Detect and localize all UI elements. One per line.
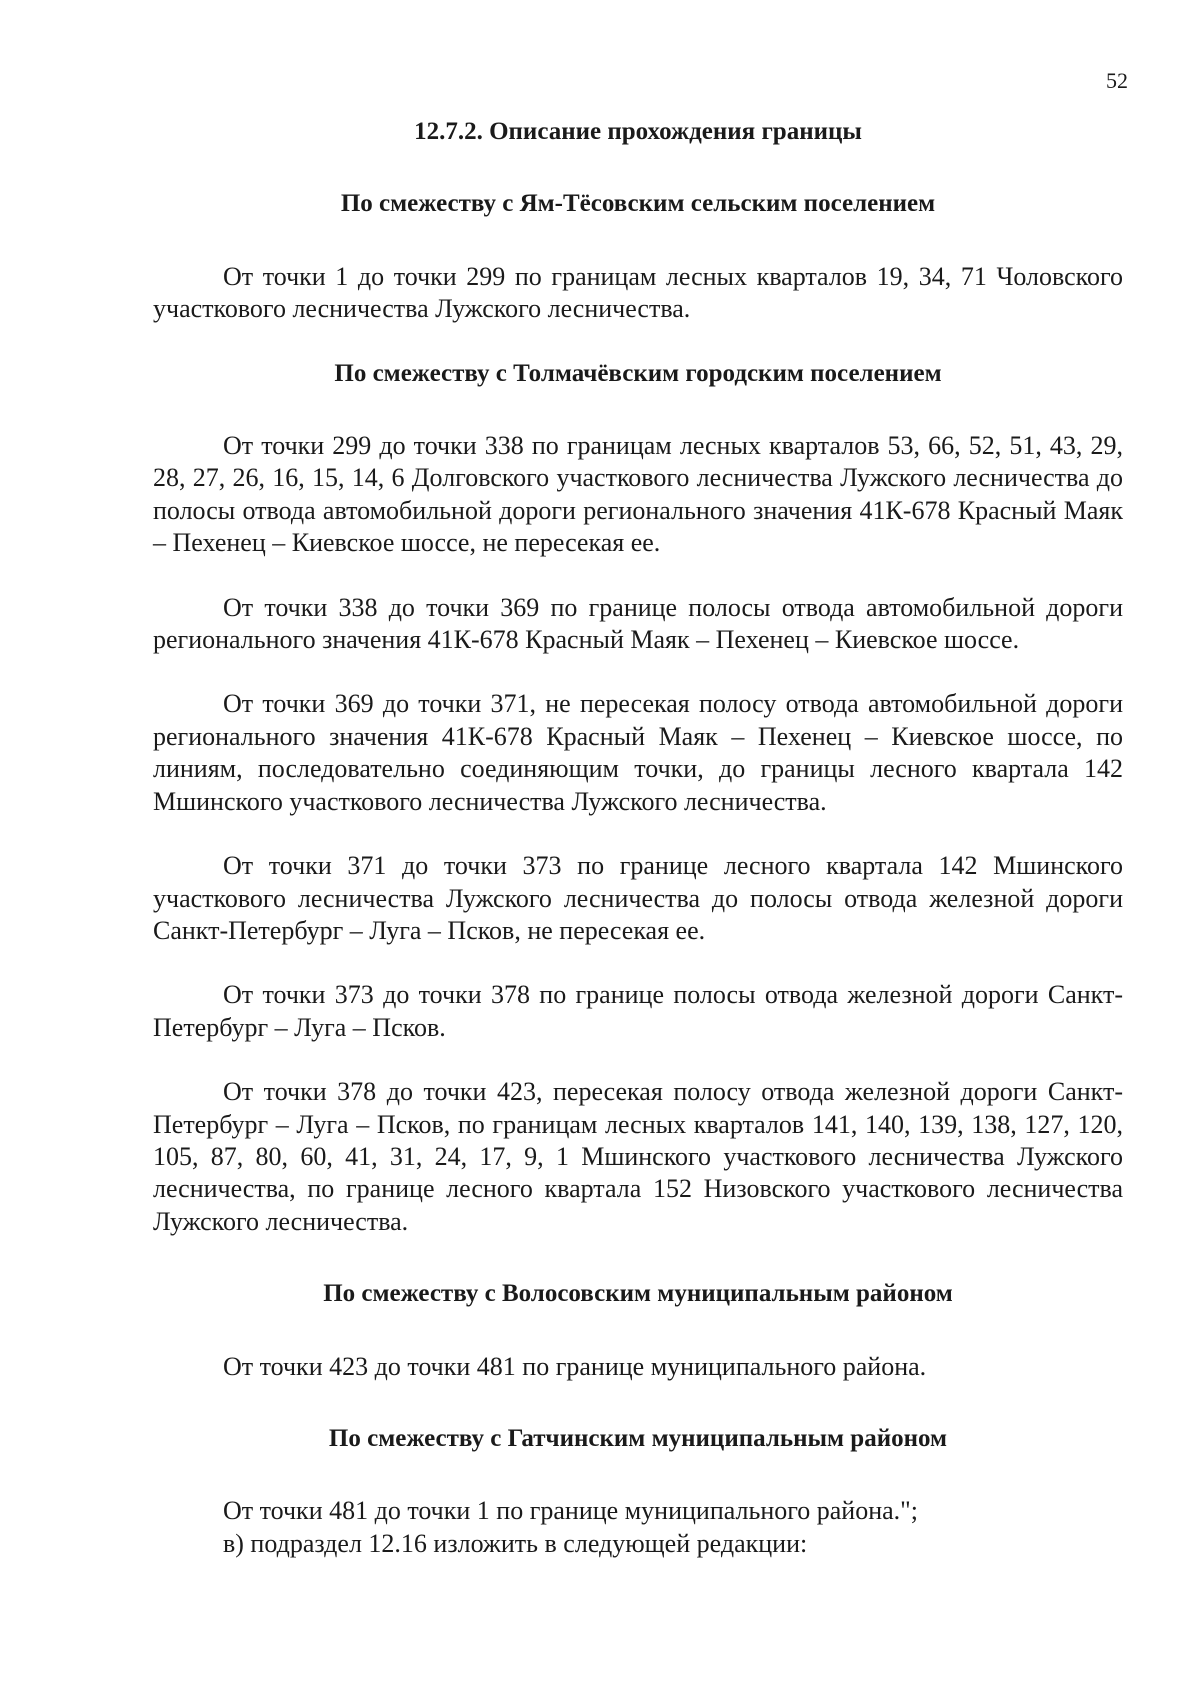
paragraph: в) подраздел 12.16 изложить в следующей редакции: <box>223 1528 808 1558</box>
page-number: 52 <box>1106 68 1128 93</box>
paragraph: От точки 481 до точки 1 по границе муниципального района."; <box>223 1496 919 1526</box>
document-body <box>153 116 1123 1560</box>
section-title: 12.7.2. Описание прохождения границы <box>414 118 862 145</box>
subsection-heading-volosovo: По смежеству с Волосовским муниципальным районом <box>323 1280 953 1308</box>
paragraph: От точки 1 до точки 299 по границам лесных кварталов 19, 34, 71 Чоловского участкового лесничества Лужского лесничества. <box>153 261 1123 324</box>
subsection-heading-yam-tesovo: По смежеству с Ям-Тёсовским сельским поселением <box>340 190 936 218</box>
paragraph: От точки 423 до точки 481 по границе муниципального района. <box>223 1351 927 1381</box>
paragraph: От точки 338 до точки 369 по границе полосы отвода автомобильной дороги регионального значения 41К-678 Красный Маяк – Пехенец – Киевское шоссе. <box>153 592 1123 655</box>
paragraph: От точки 373 до точки 378 по границе полосы отвода железной дороги Санкт-Петербург – Луга – Псков. <box>153 980 1123 1042</box>
subsection-heading-gatchina: По смежеству с Гатчинским муниципальным районом <box>328 1424 948 1452</box>
subsection-heading-tolmachevo: По смежеству с Толмачёвским городским поселением <box>334 359 942 387</box>
paragraph: От точки 378 до точки 423, пересекая полосу отвода железной дороги Санкт-Петербург – Луга – Псков, по границам лесных кварталов 141, 140, 139, 138, 127, 120, 105, 87, 80, 60, 41, 31, 24, 17, 9, 1 Мшинского участкового лесничества Лужского лесничества, по границе лесного квартала 152 Низовского участкового лесничества Лужского лесничества. <box>153 1077 1123 1236</box>
paragraph: От точки 299 до точки 338 по границам лесных кварталов 53, 66, 52, 51, 43, 29, 28, 27, 26, 16, 15, 14, 6 Долговского участкового лесничества Лужского лесничества до полосы отвода автомобильной дороги регионального значения 41К-678 Красный Маяк – Пехенец – Киевское шоссе, не пересекая ее. <box>153 431 1123 558</box>
paragraph: От точки 371 до точки 373 по границе лесного квартала 142 Мшинского участкового лесничества Лужского лесничества до полосы отвода железной дороги Санкт-Петербург – Луга – Псков, не пересекая ее. <box>153 851 1123 945</box>
paragraph: От точки 369 до точки 371, не пересекая полосу отвода автомобильной дороги регионального значения 41К-678 Красный Маяк – Пехенец – Киевское шоссе, по линиям, последовательно соединяющим точки, до границы лесного квартала 142 Мшинского участкового лесничества Лужского лесничества. <box>153 689 1123 816</box>
